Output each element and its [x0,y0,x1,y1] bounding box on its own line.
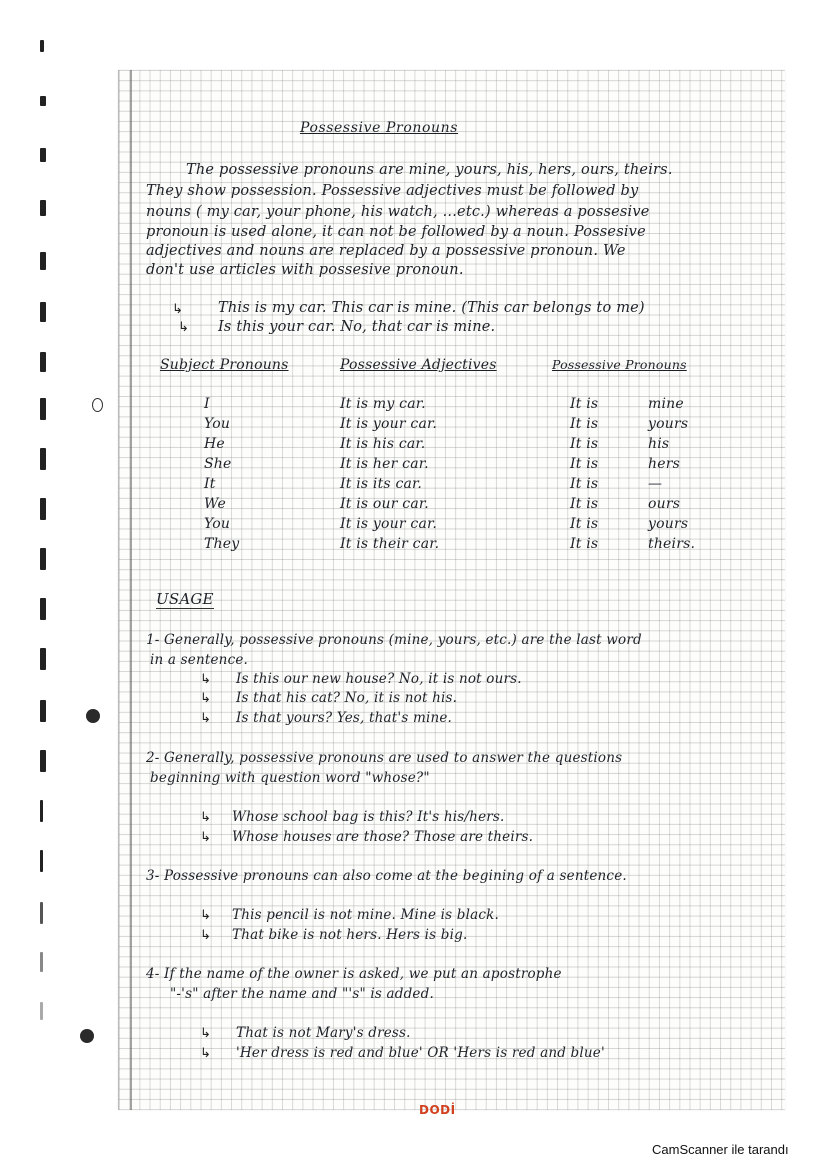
binding-mark [40,352,46,372]
example-line: Is this your car. No, that car is mine. [218,319,496,335]
table-pronoun: ours [648,496,681,512]
table-header-adjective: Possessive Adjectives [340,357,497,373]
example-line: This is my car. This car is mine. (This car belongs to me) [218,300,645,316]
binding-mark [40,648,46,670]
rule-title: beginning with question word "whose?" [150,770,430,786]
binding-mark [40,96,46,106]
table-subject: They [204,536,240,552]
rule-title: "-'s" after the name and "'s" is added. [170,986,434,1002]
binding-mark [40,1002,43,1020]
binding-mark [40,302,46,322]
table-subject: I [204,396,210,412]
binding-mark [40,200,46,216]
table-adjective: It is my car. [340,396,426,412]
table-subject: You [204,516,231,532]
intro-line: The possessive pronouns are mine, yours, his, hers, ours, theirs. [186,162,673,178]
table-header-pronoun: Possessive Pronouns [552,357,687,372]
arrow-icon: ↳ [200,672,211,687]
table-pronoun: hers [648,456,680,472]
table-pron-prefix: It is [570,536,599,552]
binding-mark [40,448,46,470]
rule-example: Whose school bag is this? It's his/hers. [232,809,505,825]
binding-mark [40,700,46,722]
table-pron-prefix: It is [570,416,599,432]
arrow-icon: ↳ [200,691,211,706]
punch-hole [92,398,103,412]
arrow-icon: ↳ [200,928,211,943]
arrow-icon: ↳ [200,1046,211,1061]
table-subject: It [204,476,216,492]
table-subject: He [204,436,225,452]
table-adjective: It is their car. [340,536,440,552]
rule-example: Is that his cat? No, it is not his. [236,690,458,706]
table-adjective: It is your car. [340,516,438,532]
table-pronoun: — [648,476,663,492]
rule-title: in a sentence. [150,652,249,668]
intro-line: don't use articles with possesive pronoun. [146,262,464,278]
binding-mark [40,850,43,872]
table-pron-prefix: It is [570,396,599,412]
table-pron-prefix: It is [570,456,599,472]
table-pronoun: yours [648,416,689,432]
rule-example: That bike is not hers. Hers is big. [232,927,468,943]
rule-example: Whose houses are those? Those are theirs. [232,829,534,845]
brand-logo: DODİ [419,1103,456,1117]
punch-hole [86,709,100,723]
table-pronoun: mine [648,396,684,412]
binding-mark [40,498,46,520]
binding-mark [40,398,46,420]
binding-mark [40,952,43,972]
intro-line: They show possession. Possessive adjectives must be followed by [146,183,639,199]
binding-mark [40,800,43,822]
binding-mark [40,252,46,270]
binding-mark [40,902,43,924]
table-pron-prefix: It is [570,476,599,492]
table-subject: You [204,416,231,432]
table-pronoun: theirs. [648,536,696,552]
spiral-binding [30,30,60,1030]
arrow-icon: ↳ [200,908,211,923]
rule-example: 'Her dress is red and blue' OR 'Hers is red and blue' [236,1045,605,1061]
rule-example: This pencil is not mine. Mine is black. [232,907,500,923]
rule-title: 4- If the name of the owner is asked, we put an apostrophe [146,966,562,982]
table-adjective: It is her car. [340,456,429,472]
table-pronoun: yours [648,516,689,532]
table-subject: We [204,496,226,512]
punch-hole [80,1029,94,1043]
table-pronoun: his [648,436,670,452]
binding-mark [40,548,46,570]
table-pron-prefix: It is [570,436,599,452]
intro-line: adjectives and nouns are replaced by a possessive pronoun. We [146,243,626,259]
table-adjective: It is its car. [340,476,423,492]
binding-mark [40,40,44,52]
intro-line: nouns ( my car, your phone, his watch, ...etc.) whereas a possesive [146,204,650,220]
rule-example: Is that yours? Yes, that's mine. [236,710,453,726]
table-adjective: It is our car. [340,496,429,512]
binding-mark [40,750,46,772]
margin-line [130,70,132,1110]
table-adjective: It is your car. [340,416,438,432]
rule-title: 3- Possessive pronouns can also come at the begining of a sentence. [146,868,627,884]
rule-example: Is this our new house? No, it is not ours. [236,671,522,687]
intro-line: pronoun is used alone, it can not be followed by a noun. Possesive [146,224,646,240]
arrow-icon: ↳ [200,810,211,825]
arrow-icon: ↳ [172,302,183,317]
arrow-icon: ↳ [178,320,189,335]
table-subject: She [204,456,232,472]
arrow-icon: ↳ [200,830,211,845]
arrow-icon: ↳ [200,1026,211,1041]
arrow-icon: ↳ [200,711,211,726]
binding-mark [40,598,46,620]
table-pron-prefix: It is [570,496,599,512]
table-header-subject: Subject Pronouns [160,357,289,373]
binding-mark [40,148,46,162]
usage-heading: USAGE [156,590,214,608]
table-pron-prefix: It is [570,516,599,532]
rule-title: 1- Generally, possessive pronouns (mine, yours, etc.) are the last word [146,632,642,648]
page-title: Possessive Pronouns [300,120,459,136]
rule-example: That is not Mary's dress. [236,1025,411,1041]
scanner-watermark: CamScanner ile tarandı [652,1142,789,1157]
rule-title: 2- Generally, possessive pronouns are used to answer the questions [146,750,623,766]
table-adjective: It is his car. [340,436,426,452]
